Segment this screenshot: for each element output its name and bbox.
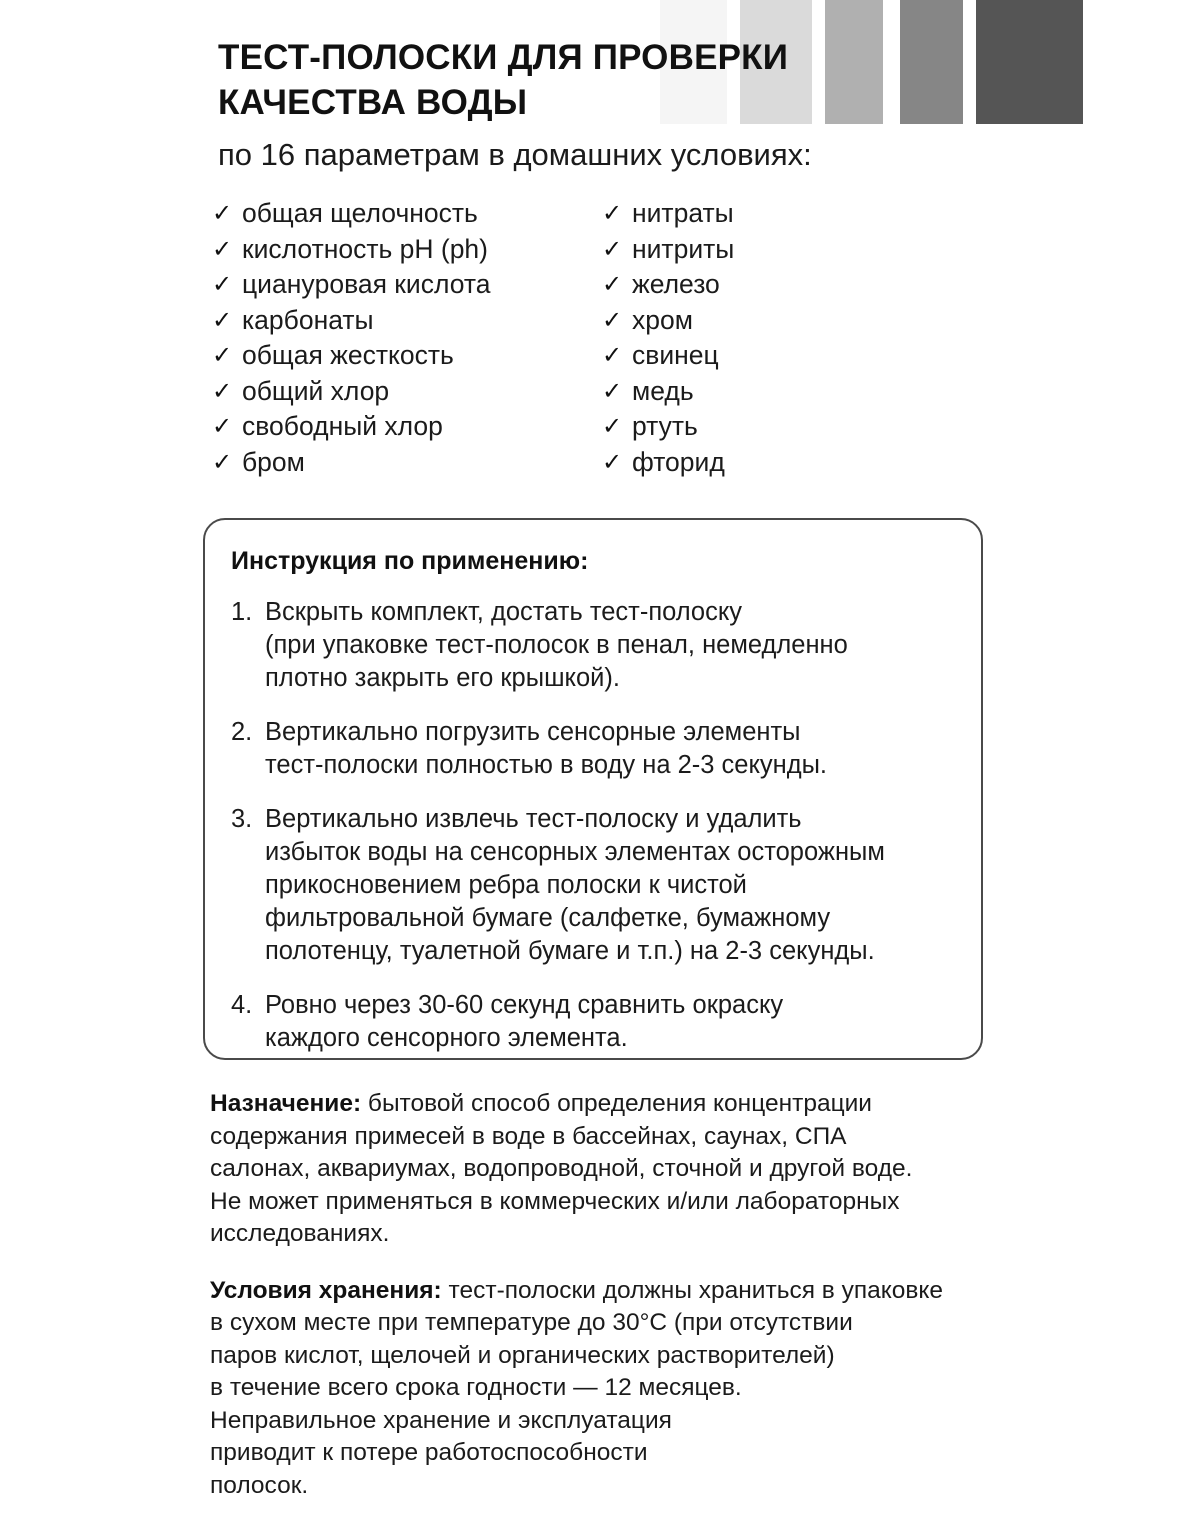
parameter-item: [212, 338, 602, 374]
header: [218, 36, 1018, 173]
instruction-step-line: прикосновением ребра полоски к чистой: [265, 871, 747, 899]
parameter-item: [602, 196, 962, 232]
check-icon: ✓: [602, 306, 623, 334]
instruction-step-number: 2.: [231, 718, 253, 746]
parameter-label: ртуть: [632, 411, 698, 441]
instruction-step-text: [265, 596, 955, 695]
parameter-item: [212, 409, 602, 445]
parameter-label: карбонаты: [242, 304, 374, 335]
instruction-step: [231, 596, 955, 695]
instruction-step-text: [265, 803, 955, 968]
parameter-item: [212, 267, 602, 303]
instruction-step-line: (при упаковке тест-полосок в пенал, немедленно: [265, 631, 848, 659]
note-line: в сухом месте при температуре до 30°С (при отсутствии: [210, 1309, 853, 1336]
instruction-step-line: Ровно через 30-60 секунд сравнить окраску: [265, 991, 784, 1019]
instruction-heading: Инструкция по применению:: [231, 547, 589, 575]
check-icon: ✓: [602, 342, 623, 369]
instruction-step-number: 4.: [231, 991, 253, 1019]
parameter-item: [212, 232, 602, 268]
note-line: полосок.: [210, 1471, 309, 1499]
note-lead-label: Условия хранения:: [210, 1276, 442, 1304]
parameter-item: [602, 374, 962, 410]
parameter-label: нитраты: [632, 198, 734, 228]
instruction-step-line: плотно закрыть его крышкой).: [265, 664, 620, 692]
instruction-step: [231, 803, 955, 968]
instruction-step: [231, 716, 955, 782]
parameter-item: [602, 232, 962, 268]
note-line: [210, 1088, 1000, 1121]
instruction-step-text: [265, 716, 955, 782]
note-text: тест-полоски должны храниться в упаковке: [441, 1276, 943, 1304]
check-icon: ✓: [212, 377, 233, 405]
check-icon: ✓: [212, 271, 233, 298]
note-line: исследованиях.: [210, 1220, 390, 1247]
parameter-item: [602, 267, 962, 303]
instruction-step-line: каждого сенсорного элемента.: [265, 1024, 628, 1052]
note-lead-label: Назначение:: [210, 1090, 362, 1117]
instruction-step-line: Вертикально извлечь тест-полоску и удалить: [265, 805, 802, 833]
check-icon: ✓: [602, 448, 623, 476]
page-subtitle: по 16 параметрам в домашних условиях:: [218, 136, 812, 172]
note-line: паров кислот, щелочей и органических растворителей): [210, 1341, 835, 1369]
parameter-label: кислотность pH (ph): [242, 233, 488, 264]
note-line: Не может применяться в коммерческих и/или лабораторных: [210, 1187, 900, 1215]
instruction-step-line: фильтровальной бумаге (салфетке, бумажному: [265, 904, 831, 932]
parameter-item: [212, 196, 602, 232]
check-icon: ✓: [602, 377, 623, 405]
parameter-label: нитриты: [632, 233, 735, 264]
parameter-label: общая щелочность: [242, 198, 478, 228]
note-line: содержания примесей в воде в бассейнах, саунах, СПА: [210, 1122, 847, 1150]
parameter-item: [602, 338, 962, 374]
note-paragraph: [210, 1275, 1000, 1503]
check-icon: ✓: [602, 200, 623, 227]
check-icon: ✓: [212, 413, 233, 440]
instruction-step-number: 1.: [231, 598, 253, 626]
parameter-label: фторид: [632, 446, 725, 477]
note-paragraph: [210, 1088, 1000, 1251]
parameter-label: свободный хлор: [242, 411, 443, 441]
notes-section: [210, 1088, 1000, 1502]
page-title: ТЕСТ-ПОЛОСКИ ДЛЯ ПРОВЕРКИ КАЧЕСТВА ВОДЫ: [218, 38, 789, 122]
note-line: в течение всего срока годности — 12 месяцев.: [210, 1374, 742, 1401]
parameter-label: цианypовая кислота: [242, 269, 491, 299]
instruction-step-text: [265, 989, 955, 1055]
note-line: [210, 1275, 1000, 1308]
parameters-checklist: [212, 196, 972, 480]
instruction-step-line: Вскрыть комплект, достать тест-полоску: [265, 598, 743, 626]
parameter-item: [602, 303, 962, 339]
instruction-step-line: тест-полоски полностью в воду на 2-3 секунды.: [265, 751, 828, 779]
instruction-step-list: [231, 596, 955, 1055]
note-text: бытовой способ определения концентрации: [361, 1090, 872, 1117]
note-line: Неправильное хранение и эксплуатация: [210, 1406, 672, 1434]
parameter-label: хром: [632, 304, 693, 335]
parameter-item: [212, 445, 602, 481]
note-line: приводит к потере работоспособности: [210, 1439, 648, 1466]
parameter-item: [212, 303, 602, 339]
instruction-box: [203, 518, 983, 1060]
check-icon: ✓: [602, 235, 623, 263]
parameter-label: железо: [632, 269, 720, 299]
check-icon: ✓: [602, 271, 623, 298]
parameter-item: [212, 374, 602, 410]
parameter-label: общая жесткость: [242, 340, 454, 370]
parameter-label: свинец: [632, 340, 719, 370]
instruction-step-line: избыток воды на сенсорных элементах осторожным: [265, 838, 885, 866]
parameter-item: [602, 445, 962, 481]
parameter-label: медь: [632, 375, 694, 406]
instruction-step-number: 3.: [231, 805, 253, 833]
check-icon: ✓: [602, 413, 623, 440]
parameter-label: общий хлор: [242, 375, 390, 406]
parameter-item: [602, 409, 962, 445]
note-line: салонах, аквариумах, водопроводной, сточной и другой воде.: [210, 1155, 913, 1182]
instruction-step-line: полотенцу, туалетной бумаге и т.п.) на 2-3 секунды.: [265, 937, 875, 965]
check-icon: ✓: [212, 200, 233, 227]
check-icon: ✓: [212, 306, 233, 334]
instruction-step-line: Вертикально погрузить сенсорные элементы: [265, 718, 801, 746]
parameters-column-left: [212, 196, 602, 480]
check-icon: ✓: [212, 235, 233, 263]
check-icon: ✓: [212, 342, 233, 369]
parameter-label: бром: [242, 446, 305, 477]
instruction-step: [231, 989, 955, 1055]
check-icon: ✓: [212, 448, 233, 476]
parameters-column-right: [602, 196, 962, 480]
